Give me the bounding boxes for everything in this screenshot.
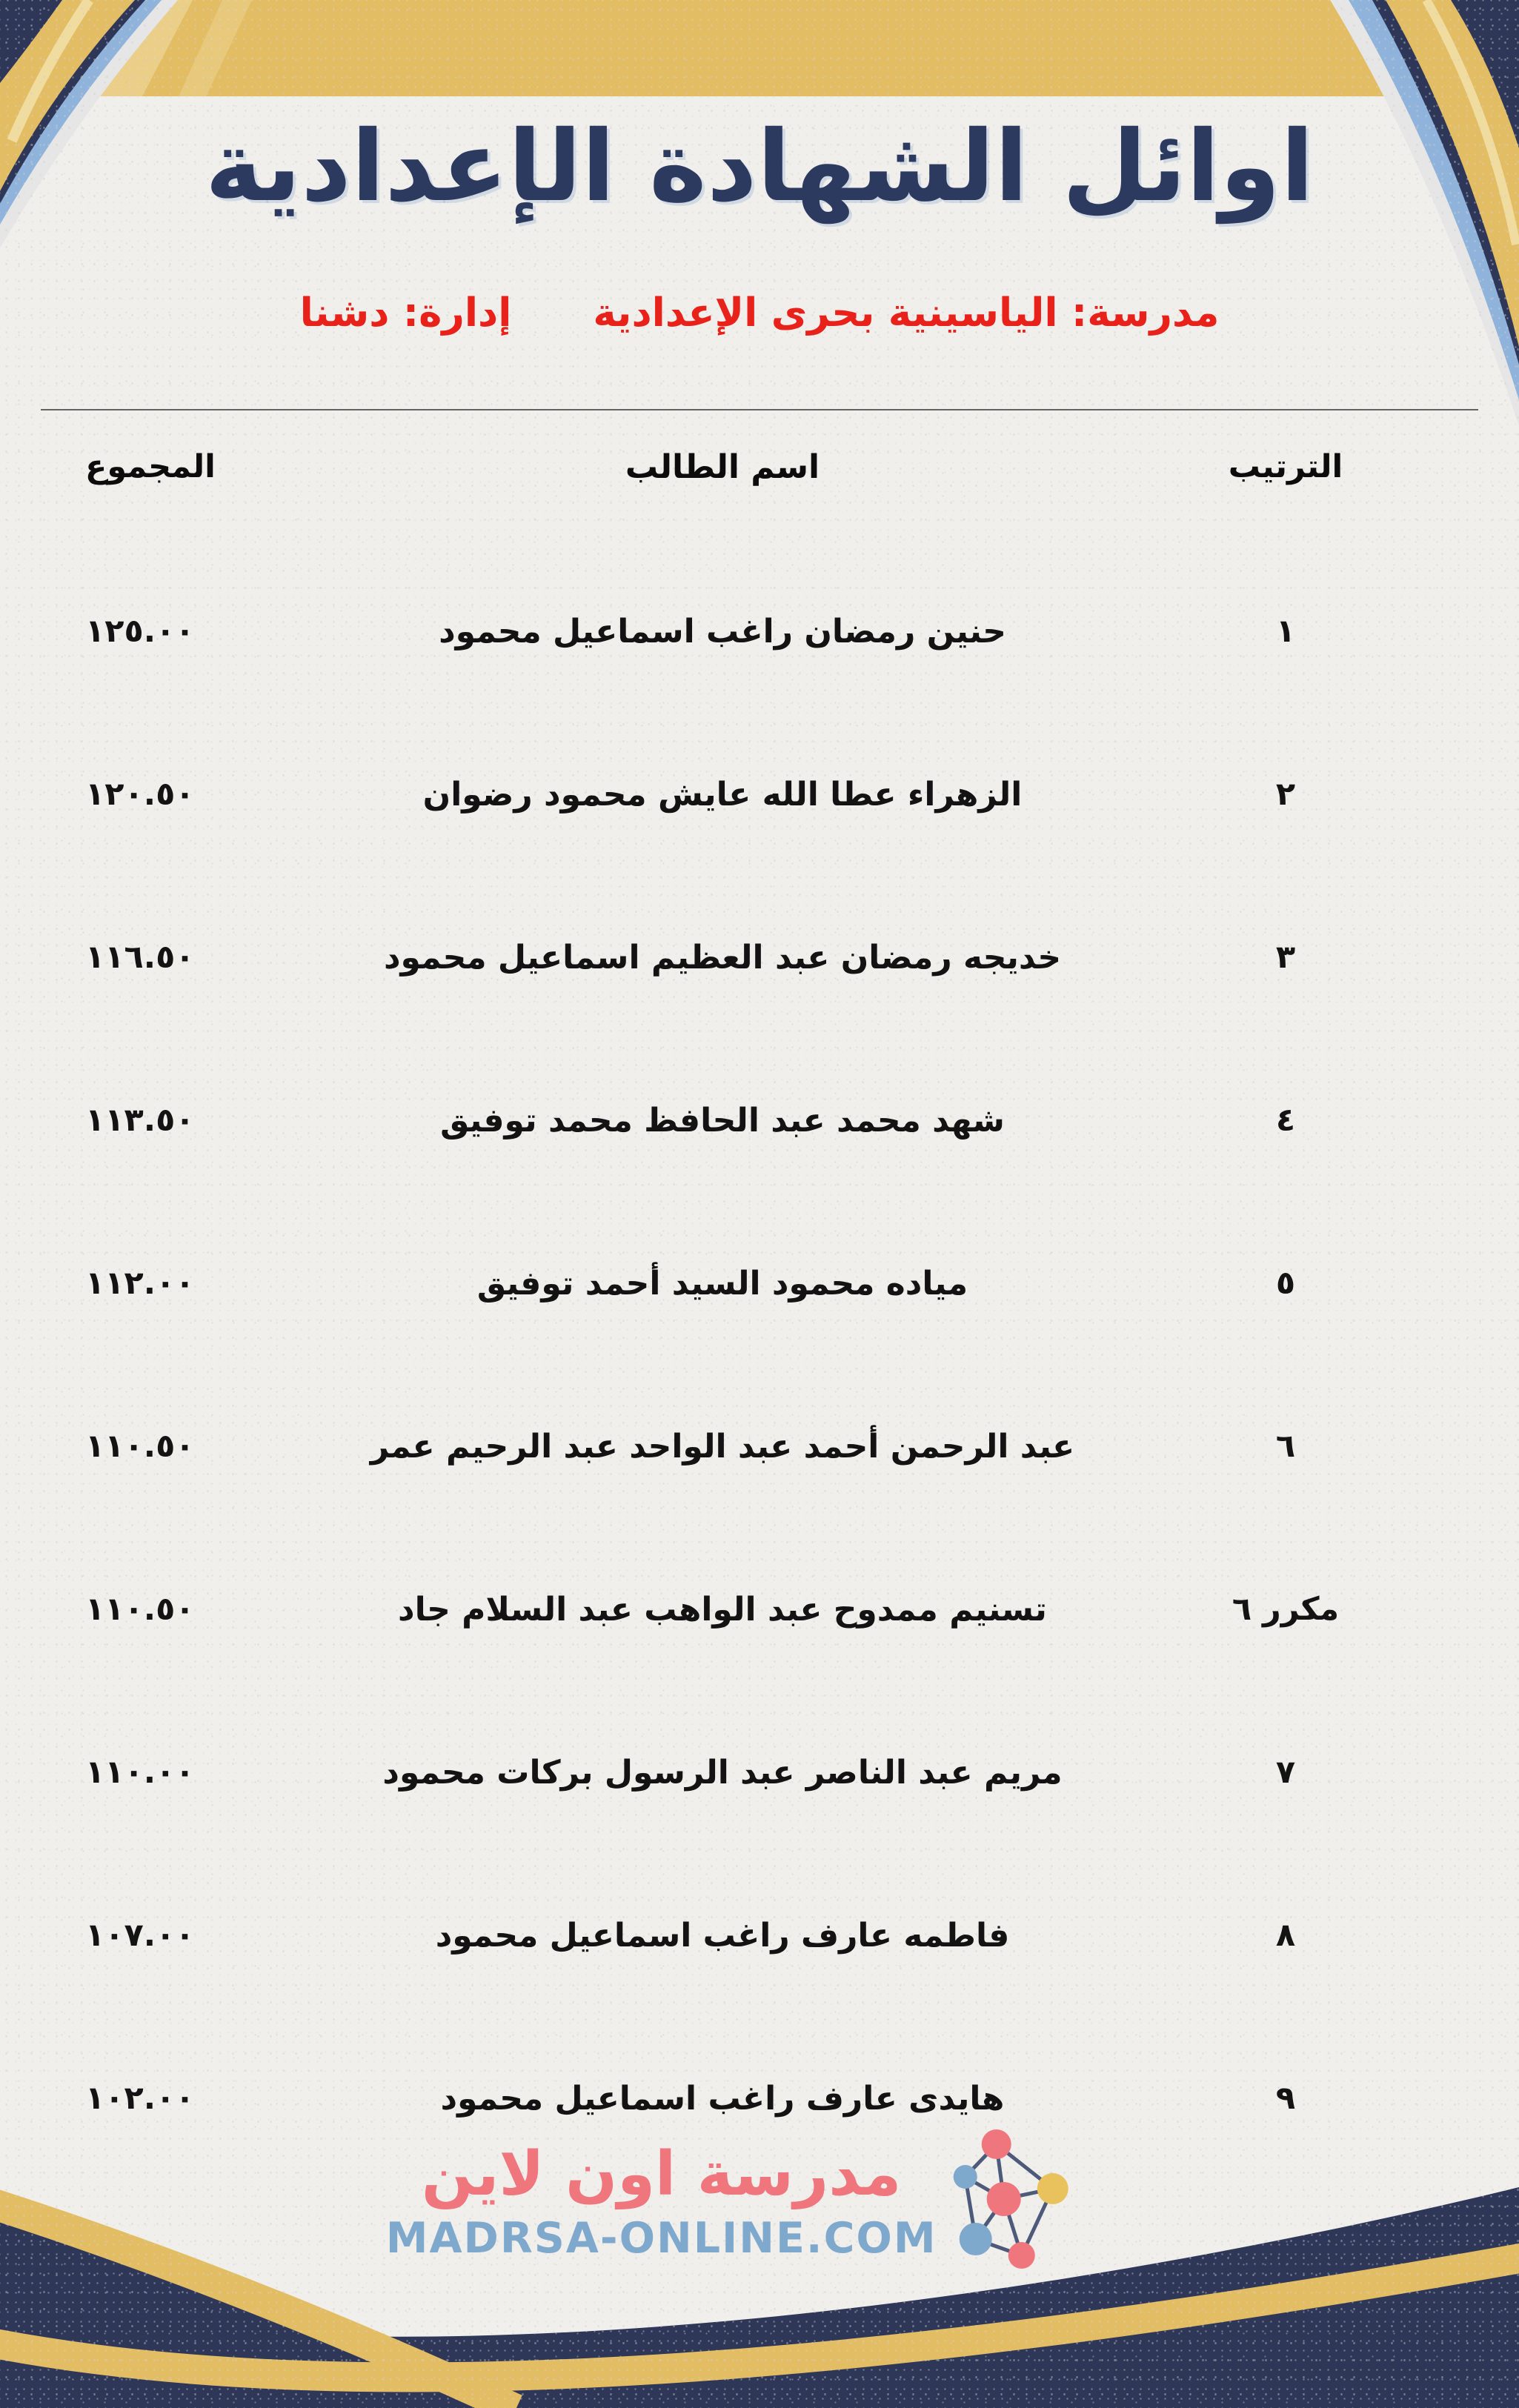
table-row: [41, 876, 1478, 1039]
name-cell: هايدى عارف راغب اسماعيل محمود: [440, 2079, 1005, 2118]
total-cell: ١١٠.٥٠: [85, 1428, 195, 1465]
total-cell: ١٠٧.٠٠: [85, 1917, 195, 1954]
table-row: [41, 550, 1478, 713]
name-cell: مريم عبد الناصر عبد الرسول بركات محمود: [382, 1753, 1063, 1792]
table-row: [41, 713, 1478, 876]
page-title: اوائل الشهادة الإعدادية: [205, 110, 1314, 224]
rank-cell: ٩: [1275, 2080, 1296, 2117]
name-cell: مياده محمود السيد أحمد توفيق: [476, 1264, 968, 1303]
administration-name: إدارة: دشنا: [299, 290, 512, 336]
table-row: [41, 1202, 1478, 1365]
header-total: المجموع: [85, 448, 216, 485]
total-cell: ١١٦.٥٠: [85, 939, 195, 976]
rank-cell: ٨: [1275, 1917, 1296, 1954]
name-cell: فاطمه عارف راغب اسماعيل محمود: [435, 1916, 1010, 1955]
header-rank: الترتيب: [1228, 448, 1343, 485]
name-cell: شهد محمد عبد الحافظ محمد توفيق: [440, 1101, 1005, 1140]
header-name: اسم الطالب: [625, 448, 820, 486]
divider-line: [41, 409, 1478, 410]
rank-cell: ١: [1275, 613, 1296, 650]
name-cell: الزهراء عطا الله عايش محمود رضوان: [422, 775, 1023, 814]
name-cell: عبد الرحمن أحمد عبد الواحد عبد الرحيم عمر: [370, 1427, 1075, 1466]
logo-url-text: MADRSA-ONLINE.COM: [385, 2213, 937, 2263]
rank-cell: ٦: [1275, 1428, 1296, 1465]
total-cell: ١٢٠.٥٠: [85, 776, 195, 813]
rank-cell: ٢: [1275, 776, 1296, 813]
total-cell: ١٠٢.٠٠: [85, 2080, 195, 2117]
students-list: [41, 550, 1478, 2180]
name-cell: خديجه رمضان عبد العظيم اسماعيل محمود: [383, 938, 1062, 977]
table-row: [41, 1854, 1478, 2017]
madrsa-online-watermark: [386, 2128, 1078, 2273]
rank-cell: ٣: [1275, 939, 1296, 976]
total-cell: ١١٠.٠٠: [85, 1754, 195, 1791]
total-cell: ١٢٥.٠٠: [85, 613, 195, 650]
total-cell: ١١٣.٥٠: [85, 1102, 195, 1139]
total-cell: ١١٠.٥٠: [85, 1591, 195, 1628]
school-name: مدرسة: الياسينية بحرى الإعدادية: [593, 290, 1220, 336]
table-row: [41, 1691, 1478, 1854]
rank-cell: ٤: [1275, 1102, 1296, 1139]
table-header-row: [41, 439, 1478, 495]
logo-arabic-text: مدرسة اون لاين: [421, 2138, 902, 2209]
name-cell: حنين رمضان راغب اسماعيل محمود: [439, 612, 1006, 651]
total-cell: ١١٢.٠٠: [85, 1265, 195, 1302]
rank-cell: ٧: [1275, 1754, 1296, 1791]
rank-cell: مكرر ٦: [1232, 1591, 1340, 1628]
school-info-line: [0, 290, 1519, 336]
table-row: [41, 1039, 1478, 1202]
name-cell: تسنيم ممدوح عبد الواهب عبد السلام جاد: [398, 1590, 1047, 1629]
rank-cell: ٥: [1275, 1265, 1296, 1302]
network-molecule-icon: [951, 2128, 1078, 2273]
logo-texts: [386, 2139, 937, 2263]
table-row: [41, 1365, 1478, 1528]
table-row: [41, 1528, 1478, 1691]
